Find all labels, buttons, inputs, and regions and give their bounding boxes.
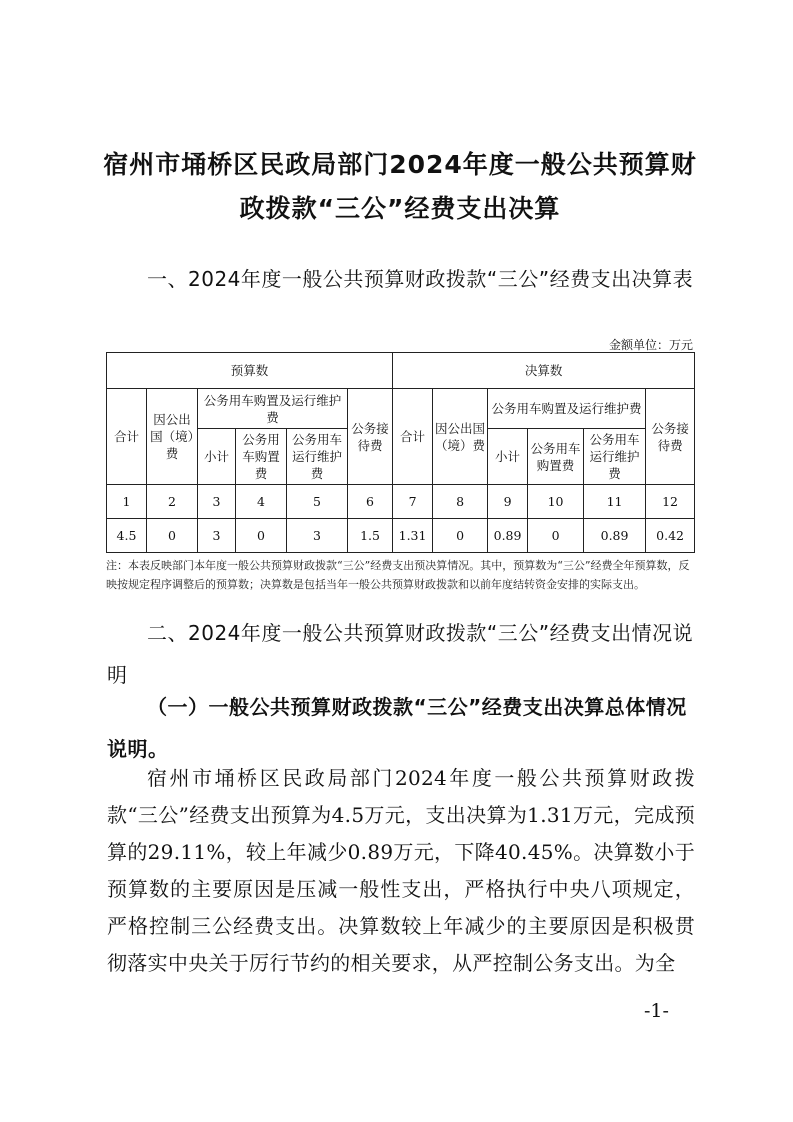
value-cell: 0 [433, 519, 488, 553]
header-final-subtotal: 小计 [488, 429, 528, 485]
value-cell: 0.42 [646, 519, 695, 553]
header-budget-reception: 公务接待费 [348, 389, 393, 485]
value-cell: 1.5 [348, 519, 393, 553]
index-cell: 8 [433, 485, 488, 519]
index-cell: 10 [528, 485, 584, 519]
index-cell: 12 [646, 485, 695, 519]
group-header-budget: 预算数 [107, 353, 393, 389]
header-budget-vehicle: 公务用车购置及运行维护费 [198, 389, 348, 429]
section-heading-1: 一、2024年度一般公共预算财政拨款“三公”经费支出决算表 [147, 267, 694, 291]
subsection-heading-1: （一）一般公共预算财政拨款“三公”经费支出决算总体情况说明。 [107, 695, 687, 761]
value-cell: 0.89 [584, 519, 646, 553]
index-cell: 9 [488, 485, 528, 519]
index-cell: 3 [198, 485, 236, 519]
index-cell: 7 [393, 485, 433, 519]
index-cell: 11 [584, 485, 646, 519]
section-heading-2: 二、2024年度一般公共预算财政拨款“三公”经费支出情况说明 [107, 621, 694, 687]
header-budget-total: 合计 [107, 389, 147, 485]
budget-table [106, 352, 695, 553]
body-paragraph: 宿州市埇桥区民政局部门2024年度一般公共预算财政拨款“三公”经费支出预算为4.5万元，支出决算为1.31万元，完成预算的29.11%，较上年减少0.89万元，下降40.45%。决算数小于预算数的主要原因是压减一般性支出，严格执行中央八项规定，严格控制三公经费支出。决算数较上年减少的主要原因是积极贯彻落实中央关于厉行节约的相关要求，从严控制公务支出。为全 [107, 766, 695, 975]
value-cell: 0 [147, 519, 198, 553]
header-final-abroad: 因公出国（境）费 [433, 389, 488, 485]
header-budget-purchase: 公务用车购置费 [236, 429, 287, 485]
index-cell: 6 [348, 485, 393, 519]
header-budget-subtotal: 小计 [198, 429, 236, 485]
value-cell: 1.31 [393, 519, 433, 553]
header-final-reception: 公务接待费 [646, 389, 695, 485]
page-number: -1- [644, 1000, 669, 1022]
table-header-row [107, 389, 695, 429]
index-cell: 1 [107, 485, 147, 519]
table-group-header-row [107, 353, 695, 389]
value-cell: 0 [528, 519, 584, 553]
table-note: 注：本表反映部门本年度一般公共预算财政拨款“三公”经费支出预决算情况。其中，预算数为“三公”经费全年预算数，反映按规定程序调整后的预算数；决算数是包括当年一般公共预算财政拨款和以前年度结转资金安排的实际支出。 [106, 559, 690, 591]
table-values-row [107, 519, 695, 553]
unit-label: 金额单位：万元 [608, 338, 693, 352]
header-final-total: 合计 [393, 389, 433, 485]
header-budget-abroad: 因公出国（境）费 [147, 389, 198, 485]
header-final-vehicle: 公务用车购置及运行维护费 [488, 389, 646, 429]
document-title: 宿州市埇桥区民政局部门2024年度一般公共预算财政拨款“三公”经费支出决算 [103, 150, 697, 223]
header-final-operation: 公务用车运行维护费 [584, 429, 646, 485]
value-cell: 3 [198, 519, 236, 553]
header-final-purchase: 公务用车购置费 [528, 429, 584, 485]
value-cell: 3 [287, 519, 348, 553]
table-index-row [107, 485, 695, 519]
group-header-final: 决算数 [393, 353, 695, 389]
index-cell: 5 [287, 485, 348, 519]
value-cell: 0.89 [488, 519, 528, 553]
header-budget-operation: 公务用车运行维护费 [287, 429, 348, 485]
value-cell: 4.5 [107, 519, 147, 553]
index-cell: 2 [147, 485, 198, 519]
value-cell: 0 [236, 519, 287, 553]
index-cell: 4 [236, 485, 287, 519]
